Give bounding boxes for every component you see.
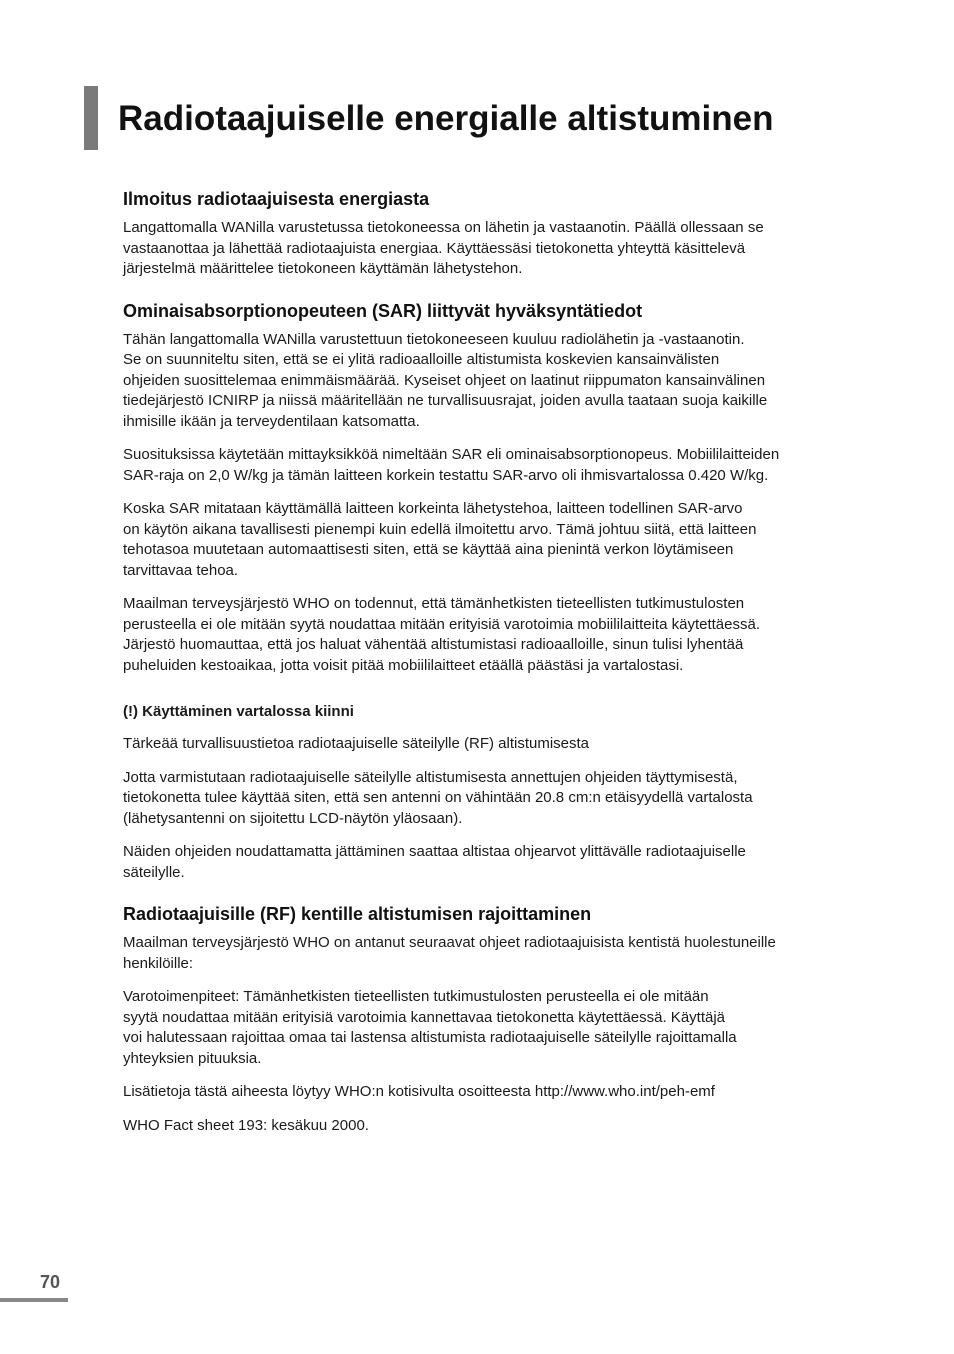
paragraph-rf-notice: Langattomalla WANilla varustetussa tietokoneessa on lähetin ja vastaanotin. Päällä ollessaan se vastaanottaa ja lähettää radiotaajuista energiaa. Käyttäessäsi tietokonetta yhteyttä käsittelevä järjestelmä määrittelee tietokoneen käyttämän lähetystehon. <box>123 219 764 277</box>
paragraph-body-worn-2: Jotta varmistutaan radiotaajuiselle säteilylle altistumisesta annettujen ohjeiden täyttymisestä, tietokonetta tulee käyttää siten, että sen antenni on vähintään 20.8 cm:n etäisyydellä vartalosta (lähetysantenni on sijoitettu LCD-näytön yläosaan). <box>123 768 753 827</box>
title-accent-bar <box>84 86 98 150</box>
subheading-body-worn: (!) Käyttäminen vartalossa kiinni <box>123 703 354 720</box>
paragraph-limiting-3: Lisätietoja tästä aiheesta löytyy WHO:n kotisivulta osoitteesta http://www.who.int/peh-emf <box>123 1083 715 1100</box>
section-heading-rf-notice: Ilmoitus radiotaajuisesta energiasta <box>123 189 430 209</box>
paragraph-body-worn-1: Tärkeää turvallisuustietoa radiotaajuiselle säteilylle (RF) altistumisesta <box>123 735 590 752</box>
paragraph-sar-4: Maailman terveysjärjestö WHO on todennut, että tämänhetkisten tieteellisten tutkimustulosten perusteella ei ole mitään syytä noudattaa mitään erityisiä varotoimia mobiililaitteita käytettäessä. Järjestö huomauttaa, että jos haluat vähentää altistumistasi radioaalloille, sinun tulisi lyhentää puheluiden kestoaikaa, jotta voisit pitää mobiililaitteet etäällä päästäsi ja vartalostasi. <box>123 595 760 674</box>
page-content <box>123 186 875 1149</box>
paragraph-sar-2: Suosituksissa käytetään mittayksikköä nimeltään SAR eli ominaisabsorptionopeus. Mobiililaitteiden SAR-raja on 2,0 W/kg ja tämän laitteen korkein testattu SAR-arvo oli ihmisvartalossa 0.420 W/kg. <box>123 446 780 484</box>
paragraph-body-worn-3: Näiden ohjeiden noudattamatta jättäminen saattaa altistaa ohjearvot ylittävälle radiotaajuiselle säteilylle. <box>123 843 746 881</box>
paragraph-limiting-2: Varotoimenpiteet: Tämänhetkisten tieteellisten tutkimustulosten perusteella ei ole mitään syytä noudattaa mitään erityisiä varotoimia kannettavaa tietokonetta käytettäessä. Käyttäjä voi halutessaan rajoittaa omaa tai lastensa altistumista radiotaajuiselle säteilylle rajoittamalla yhteyksien pituuksia. <box>123 988 737 1067</box>
paragraph-sar-1: Tähän langattomalla WANilla varustettuun tietokoneeseen kuuluu radiolähetin ja -vastaanotin. Se on suunniteltu siten, että se ei ylitä radioaalloille altistumista koskevien kansainvälisten ohjeiden suosittelemaa enimmäismäärää. Kyseiset ohjeet on laatinut riippumaton kansainvälinen tiedejärjestö ICNIRP ja niissä määritellään ne turvallisuusrajat, joiden avulla taataan suoja kaikille ihmisille ikään ja terveydentilaan katsomatta. <box>123 330 768 430</box>
paragraph-limiting-4: WHO Fact sheet 193: kesäkuu 2000. <box>123 1116 369 1134</box>
paragraph-limiting-1: Maailman terveysjärjestö WHO on antanut seuraavat ohjeet radiotaajuisista kentistä huolestuneille henkilöille: <box>123 934 776 972</box>
paragraph-sar-3: Koska SAR mitataan käyttämällä laitteen korkeinta lähetystehoa, laitteen todellinen SAR-arvo on käytön aikana tavallisesti pienempi kuin edellä ilmoitettu arvo. Tämä johtuu siitä, että laitteen tehotasoa muutetaan automaattisesti siten, että se käyttää aina pienintä verkon löytämiseen tarvittavaa tehoa. <box>123 500 757 579</box>
section-heading-sar: Ominaisabsorptionopeuteen (SAR) liittyvät hyväksyntätiedot <box>123 300 643 321</box>
page-number-rule <box>0 1298 68 1302</box>
page-number: 70 <box>40 1272 61 1292</box>
page-title: Radiotaajuiselle energialle altistuminen <box>118 99 774 138</box>
section-heading-rf-limiting: Radiotaajuisille (RF) kentille altistumisen rajoittaminen <box>123 904 592 924</box>
